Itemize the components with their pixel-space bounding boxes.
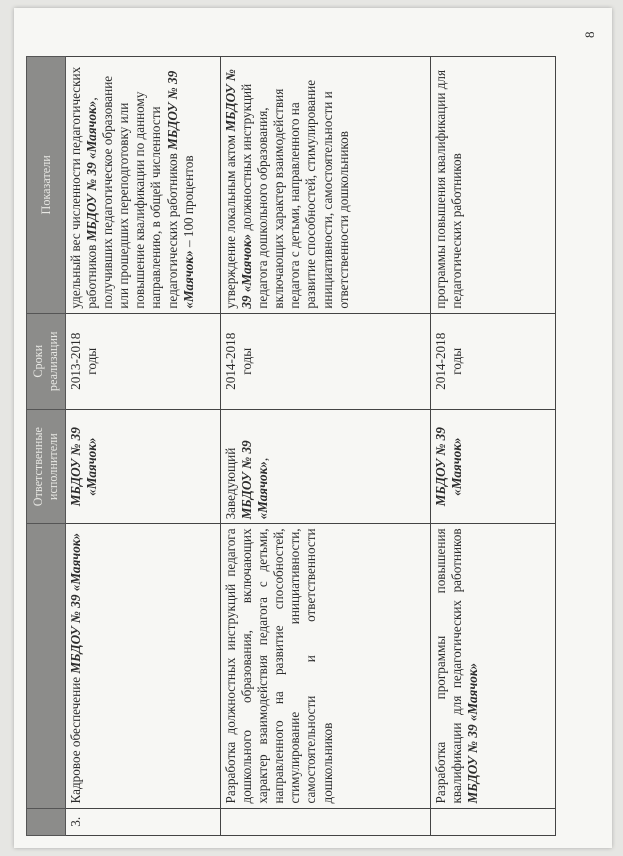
deadline-cell: 2014-2018 годы <box>431 313 556 409</box>
header-cell-indicators: Показатели <box>27 57 66 314</box>
executor-cell: МБДОУ № 39 «Маячок» <box>431 409 556 524</box>
table-row <box>431 57 556 836</box>
row-number: 3. <box>66 808 221 835</box>
header-cell-executors: Ответственные исполнители <box>27 409 66 524</box>
task-cell: Кадровое обеспечение МБДОУ № 39 «Маячок» <box>66 524 221 808</box>
table-row <box>221 57 431 836</box>
executor-cell: МБДОУ № 39 «Маячок» <box>66 409 221 524</box>
page-number: 8 <box>582 31 597 38</box>
row-number <box>221 808 431 835</box>
row-number <box>431 808 556 835</box>
document-page <box>14 8 612 848</box>
action-plan-table <box>26 56 556 836</box>
header-cell-number <box>27 808 66 835</box>
indicator-cell: утверждение локальным актом МБДОУ № 39 «Маячок» должностных инструкций педагога дошкольного образования, включающих характер взаимодействия педагога с детьми, направленного на развитие способностей, стимулирование инициативности, самостоятельности и ответственности дошкольников <box>221 57 431 314</box>
task-cell: Разработка должностных инструкций педагога дошкольного образования, включающих характер взаимодействия педагога с детьми, направленного на развитие способностей, стимулирование инициативности, самостоятельности и ответственности дошкольников <box>221 524 431 808</box>
deadline-cell: 2013-2018 годы <box>66 313 221 409</box>
header-cell-task <box>27 524 66 808</box>
indicator-cell: удельный вес численности педагогических работников МБДОУ № 39 «Маячок», получивших педагогическое образование или прошедших переподготовку или повышение квалификации по данному направлению, в общей численности педагогических работников МБДОУ № 39 «Маячок» – 100 процентов <box>66 57 221 314</box>
task-cell: Разработка программы повышения квалификации для педагогических работников МБДОУ № 39 «Маячок» <box>431 524 556 808</box>
executor-cell: Заведующий МБДОУ № 39 «Маячок», <box>221 409 431 524</box>
header-cell-deadline: Сроки реализации <box>27 313 66 409</box>
table-header-row <box>27 57 66 836</box>
indicator-cell: программы повышения квалификации для педагогических работников <box>431 57 556 314</box>
table-row <box>66 57 221 836</box>
rotated-content <box>26 16 596 836</box>
deadline-cell: 2014-2018 годы <box>221 313 431 409</box>
